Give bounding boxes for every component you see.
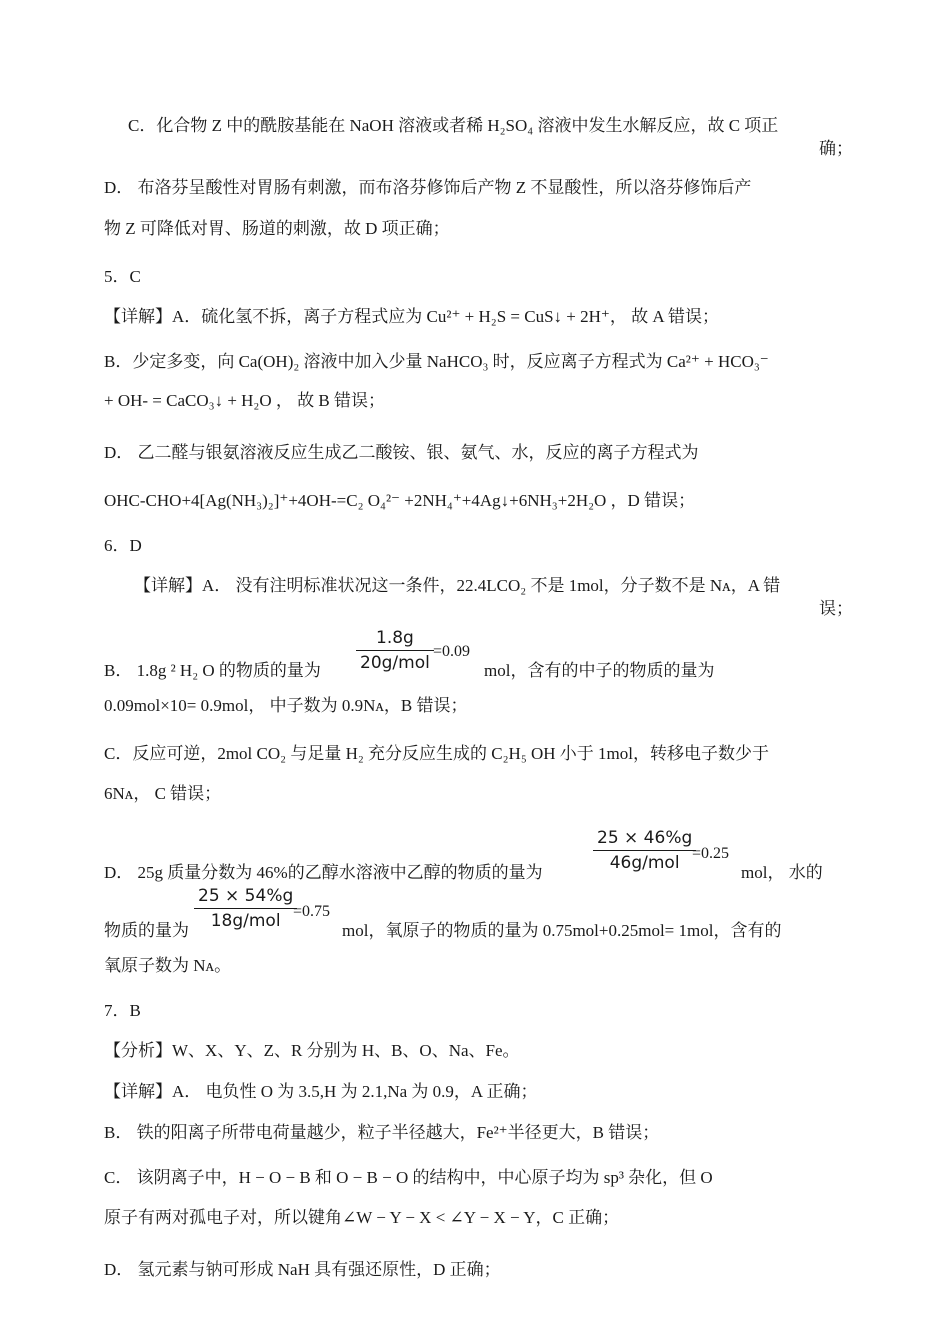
fraction-1-denominator: 20g/mol (360, 653, 430, 673)
q6-detail-b-post: mol，含有的中子的物质的量为 (484, 661, 715, 680)
q5-detail-d-equation: OHC-CHO+4[Ag(NH₃)₂]⁺+4OH-=C₂ O₄²⁻ +2NH₄⁺+4Ag↓+6NH₃+2H₂O ，D 错误； (104, 491, 696, 510)
fraction-1-bar (356, 650, 434, 651)
q6-detail-b-line2: 0.09mol×10= 0.9mol， 中子数为 0.9Nᴀ，B 错误； (104, 696, 468, 715)
q6-detail-d-pre: D． 25g 质量分数为 46%的乙醇水溶液中乙醇的物质的量为 (104, 863, 543, 882)
fraction-3 (194, 886, 297, 931)
fraction-2-denominator: 46g/mol (609, 853, 680, 873)
q5-detail-b-line1: B．少定多变，向 Ca(OH)₂ 溶液中加入少量 NaHCO₃ 时，反应离子方程式为 Ca²⁺ + HCO₃⁻ (104, 352, 769, 371)
fraction-3-bar (194, 908, 297, 909)
fraction-2 (593, 828, 696, 873)
q7-answer: 7．B (104, 1001, 141, 1020)
option-d-text-line1: D． 布洛芬呈酸性对胃肠有刺激，而布洛芬修饰后产物 Z 不显酸性，所以洛芬修饰后产 (104, 178, 752, 197)
q6-detail-d-line2-pre: 物质的量为 (104, 921, 189, 940)
q5-answer: 5．C (104, 267, 141, 286)
q6-detail-c-line2: 6Nᴀ， C 错误； (104, 784, 222, 803)
q6-detail-a: 【详解】A． 没有注明标准状况这一条件，22.4LCO₂ 不是 1mol，分子数不是 Nᴀ，A 错 (134, 576, 781, 595)
q7-detail-d: D． 氢元素与钠可形成 NaH 具有强还原性，D 正确； (104, 1260, 501, 1279)
q7-detail-b: B． 铁的阳离子所带电荷量越少，粒子半径越大，Fe²⁺半径更大，B 错误； (104, 1123, 660, 1142)
q6-answer: 6．D (104, 536, 142, 555)
q6-detail-d-post: mol， 水的 (741, 863, 823, 882)
option-c-text-end: 确； (819, 139, 853, 158)
q6-detail-a-end: 误； (819, 599, 853, 618)
q5-detail-a: 【详解】A．硫化氢不拆，离子方程式应为 Cu²⁺ + H₂S = CuS↓ + 2H⁺， 故 A 错误； (104, 307, 719, 326)
q6-detail-d-line3: 氧原子数为 Nᴀ。 (104, 956, 232, 975)
option-c-text: C．化合物 Z 中的酰胺基能在 NaOH 溶液或者稀 H₂SO₄ 溶液中发生水解反应，故 C 项正 (128, 116, 779, 135)
q7-detail-a: 【详解】A． 电负性 O 为 3.5,H 为 2.1,Na 为 0.9，A 正确； (104, 1082, 538, 1101)
fraction-1-value: =0.09 (433, 643, 471, 660)
fraction-3-denominator: 18g/mol (210, 911, 281, 931)
fraction-3-value: =0.75 (293, 903, 331, 920)
fraction-2-bar (593, 850, 696, 851)
q6-detail-d-line2-post: mol，氧原子的物质的量为 0.75mol+0.25mol= 1mol，含有的 (342, 921, 782, 940)
fraction-1-numerator: 1.8g (376, 628, 414, 648)
fraction-2-value: =0.25 (692, 845, 730, 862)
q6-detail-c-line1: C．反应可逆，2mol CO₂ 与足量 H₂ 充分反应生成的 C₂H₅ OH 小于 1mol，转移电子数少于 (104, 744, 769, 763)
q5-detail-d-line1: D． 乙二醛与银氨溶液反应生成乙二酸铵、银、氨气、水，反应的离子方程式为 (104, 443, 699, 462)
fraction-3-numerator: 25 × 54%g (198, 886, 294, 906)
q6-detail-b-pre: B． 1.8g ² H₂ O 的物质的量为 (104, 661, 321, 680)
q5-detail-b-line2: + OH- = CaCO₃↓ + H₂O ， 故 B 错误； (104, 391, 385, 410)
fraction-2-numerator: 25 × 46%g (597, 828, 693, 848)
fraction-1 (356, 628, 434, 673)
q7-analysis: 【分析】W、X、Y、Z、R 分别为 H、B、O、Na、Fe。 (104, 1041, 520, 1060)
q7-detail-c-line2: 原子有两对孤电子对，所以键角∠W − Y − X < ∠Y − X − Y，C 正确； (104, 1208, 620, 1227)
option-d-text-line2: 物 Z 可降低对胃、肠道的刺激，故 D 项正确； (104, 219, 450, 238)
q7-detail-c-line1: C． 该阴离子中，H − O − B 和 O − B − O 的结构中，中心原子均为 sp³ 杂化，但 O (104, 1168, 713, 1187)
